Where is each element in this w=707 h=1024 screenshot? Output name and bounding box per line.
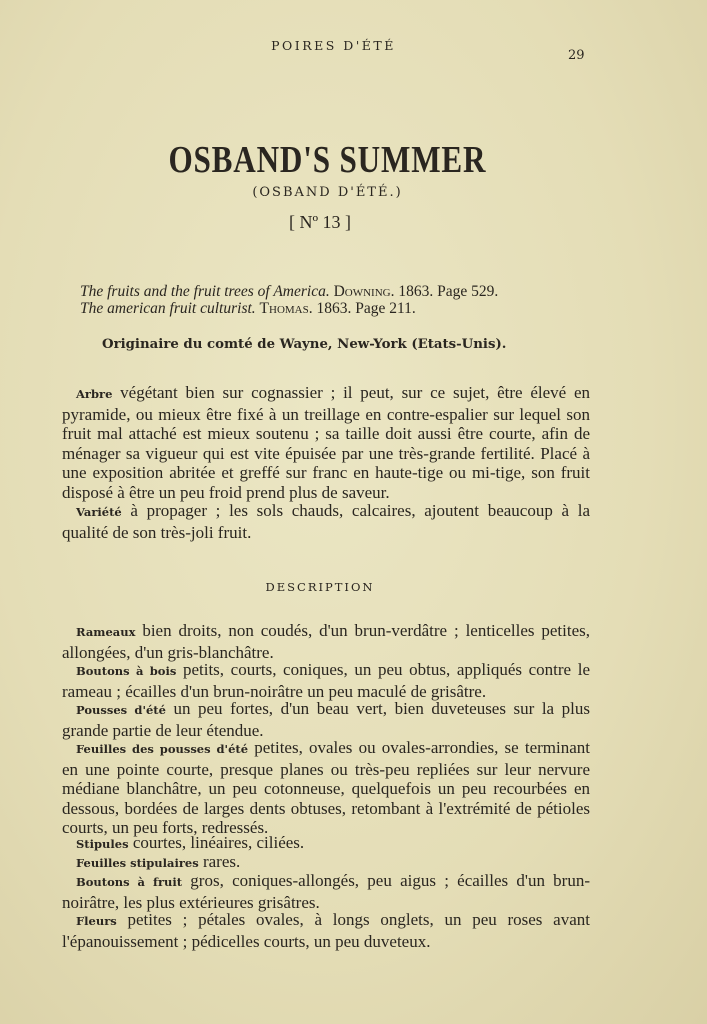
term: Pousses d'été: [76, 703, 166, 717]
paragraph-text: rares.: [198, 852, 241, 871]
paragraph: [62, 383, 590, 503]
reference-author: Thomas.: [259, 300, 313, 317]
section-heading: DESCRIPTION: [265, 580, 375, 594]
term: Stipules: [76, 837, 129, 851]
paragraph: [62, 501, 590, 542]
term: Rameaux: [76, 625, 136, 639]
reference-work: The fruits and the fruit trees of America.: [80, 283, 330, 300]
description-paragraph: [62, 699, 590, 740]
term: Arbre: [76, 387, 113, 401]
variety-number: [ Nº 13 ]: [288, 212, 352, 232]
description-paragraph: [62, 621, 590, 662]
reference-work: The american fruit culturist.: [80, 300, 256, 317]
reference: [80, 283, 498, 301]
term: Boutons à bois: [76, 664, 177, 678]
term: Feuilles des pousses d'été: [76, 742, 249, 756]
origin-line: Originaire du comté de Wayne, New-York (Etats-Unis).: [102, 337, 507, 352]
paragraph-text: gros, coniques-allongés, peu aigus ; écailles d'un brun-noirâtre, les plus extérieures grisâtres.: [62, 871, 591, 912]
description-paragraph: [62, 738, 590, 838]
term: Fleurs: [76, 914, 117, 928]
running-header: POIRES D'ÉTÉ: [271, 38, 396, 53]
paragraph-text: petites, ovales ou ovales-arrondies, se terminant en une pointe courte, presque planes ou très-peu repliées sur leur nervure médiane blanchâtre, un peu cotonneuse, quelquefois un peu recourbées en dessous, bordées de larges dents obtuses, retombant à l'extrémité de pétioles courts, un peu forts, redressés.: [62, 738, 590, 838]
paragraph-text: petits, courts, coniques, un peu obtus, appliqués contre le rameau ; écailles d'un brun-noirâtre un peu maculé de grisâtre.: [62, 660, 590, 701]
term: Variété: [76, 505, 122, 519]
page-number: 29: [568, 48, 585, 63]
reference-details: 1863. Page 211.: [316, 300, 416, 317]
reference-author: Downing.: [333, 283, 395, 300]
paragraph-text: courtes, linéaires, ciliées.: [128, 833, 305, 852]
reference: [80, 300, 416, 318]
paragraph-text: végétant bien sur cognassier ; il peut, sur ce sujet, être élevé en pyramide, ou mieux être fixé à un treillage en contre-espalier sur lequel son fruit mal attaché est mieux soutenu ; sa taille doit aussi être courte, afin de ménager sa vigueur qui est vite épuisée par une très-grande fertilité. Placé à une exposition abritée et greffé sur franc en haute-tige ou mi-tige, son fruit disposé à être un peu froid prend plus de saveur.: [62, 383, 590, 502]
term: Feuilles stipulaires: [76, 856, 199, 870]
subtitle: (OSBAND D'ÉTÉ.): [252, 185, 403, 200]
paragraph-text: petites ; pétales ovales, à longs onglets, un peu roses avant l'épanouissement ; pédicelles courts, un peu duveteux.: [62, 910, 590, 951]
description-paragraph: [62, 910, 590, 951]
paragraph-text: un peu fortes, d'un beau vert, bien duveteuses sur la plus grande partie de leur étendue.: [62, 699, 590, 740]
paragraph-text: à propager ; les sols chauds, calcaires, ajoutent beaucoup à la qualité de son très-joli fruit.: [62, 501, 590, 542]
paragraph-text: bien droits, non coudés, d'un brun-verdâtre ; lenticelles petites, allongées, d'un gris-blanchâtre.: [62, 621, 590, 662]
description-paragraph: [62, 660, 590, 701]
term: Boutons à fruit: [76, 875, 183, 889]
description-paragraph: [62, 871, 590, 912]
reference-details: 1863. Page 529.: [398, 283, 499, 300]
page-title: OSBAND'S SUMMER: [168, 139, 487, 181]
